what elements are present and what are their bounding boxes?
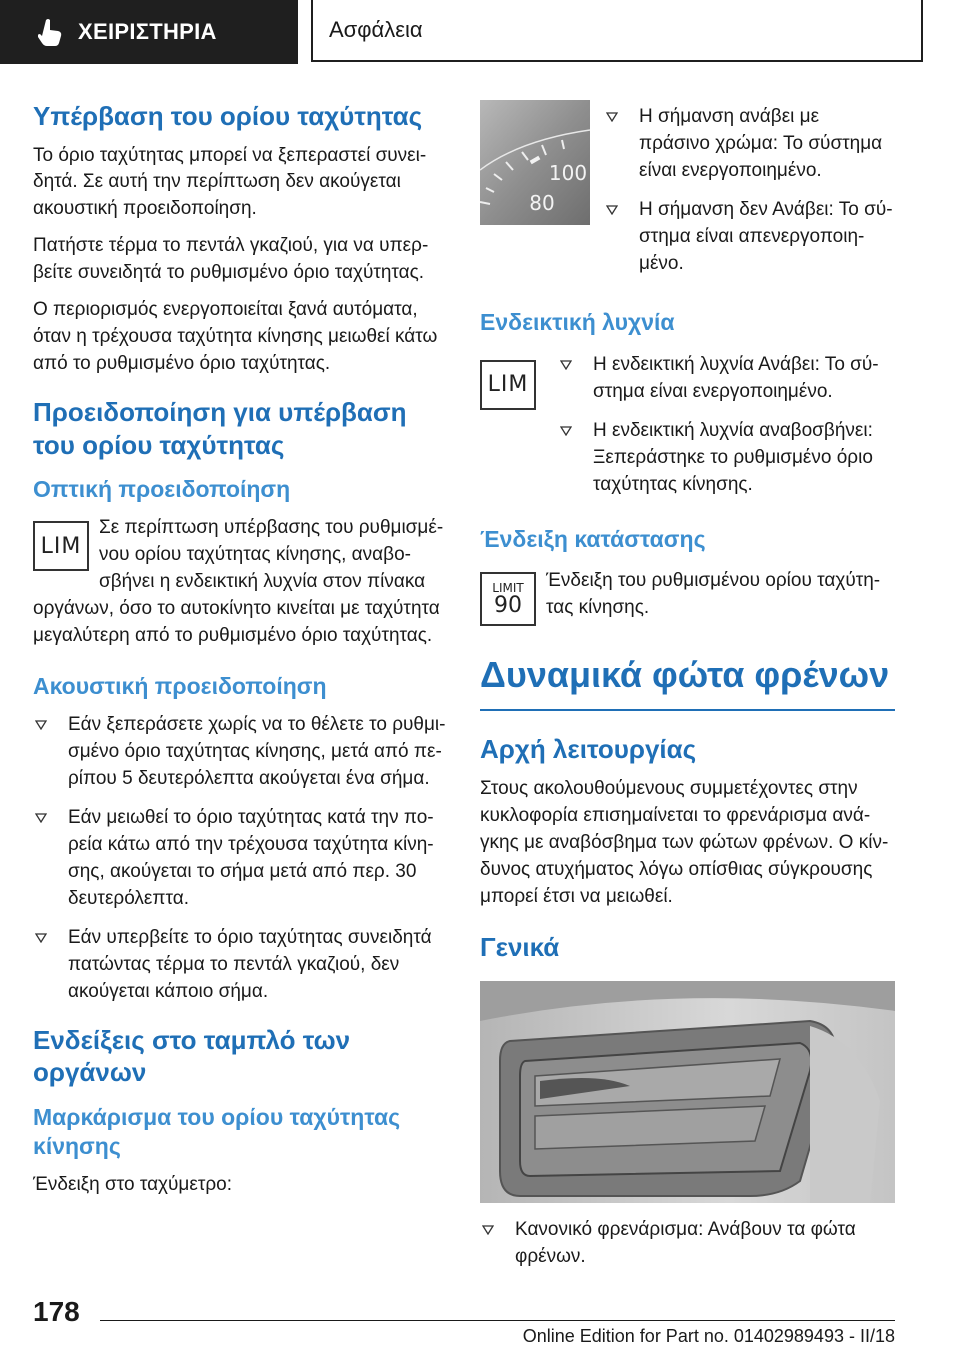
heading-speed-limit-exceed: Υπέρβαση του ορίου ταχύτητας: [33, 101, 423, 131]
right-column: [480, 100, 895, 1283]
subheading-status-display: Ένδειξη κατάστασης: [480, 525, 706, 552]
bullet-triangle-icon: [560, 426, 572, 436]
lamp-row: [480, 352, 895, 511]
section-header: [311, 0, 923, 62]
limit-sign-icon: LIMIT 90: [480, 572, 536, 626]
subheading-visual-warning: Οπτική προειδοποίηση: [33, 476, 291, 503]
hand-pointer-icon: [38, 18, 64, 46]
paragraph: Πατήστε τέρμα το πεντάλ γκαζιού, για να υπερβείτε συνειδητά το ρυθμισμένο όριο ταχύτητας.: [33, 235, 429, 284]
heading-principle: Αρχή λειτουργίας: [480, 734, 697, 765]
paragraph: Σε περίπτωση υπέρβασης του ρυθμισμένου ορίου ταχύτητας κίνησης, αναβοσβήνει η ενδεικτική λυχνία στον πίνακα: [99, 517, 444, 593]
heading-general: Γενικά: [480, 931, 560, 962]
chapter-tab[interactable]: [0, 0, 298, 64]
gauge-label-80: 80: [529, 191, 555, 215]
gauge-row: [480, 100, 895, 290]
heading-instrument-cluster: Ενδείξεις στο ταμπλό των οργάνων: [33, 1024, 351, 1088]
paragraph: Το όριο ταχύτητας μπορεί να ξεπεραστεί συνειδητά. Σε αυτή την περίπτωση δεν ακούγεται ακουστική προειδοποίηση.: [33, 144, 427, 220]
bullet-triangle-icon: [560, 360, 572, 370]
lim-indicator-icon: LIM: [33, 521, 89, 571]
paragraph: Ένδειξη του ρυθμισμένου ορίου ταχύτητας κίνησης.: [546, 570, 881, 619]
speedometer-gauge-image: [480, 100, 590, 225]
list-item: Η σήμανση δεν Ανάβει: Το σύστημα είναι απενεργοποιημένο.: [604, 197, 895, 278]
visual-warning-row: [33, 515, 448, 596]
paragraph: Στους ακολουθούμενους συμμετέχοντες στην κυκλοφορία επισημαίνεται το φρενάρισμα ανάγκης με αναβόσβημα των φώτων φρένων. Ο κίνδυνος ατυχήματος λόγω οπίσθιας σύγκρουσης μπορεί έτσι να μειωθεί.: [480, 777, 889, 907]
list-item: Εάν ξεπεράσετε χωρίς να το θέλετε το ρυθμισμένο όριο ταχύτητας κίνησης, μετά από περίπου 5 δευτερόλεπτα ακούγεται ένα σήμα.: [33, 712, 448, 793]
heading-speed-warning: Προειδοποίηση για υπέρβαση του ορίου ταχύτητας: [33, 397, 407, 460]
list-item: Εάν υπερβείτε το όριο ταχύτητας συνειδητά πατώντας τέρμα το πεντάλ γκαζιού, δεν ακούγεται κάποιο σήμα.: [33, 925, 448, 1006]
bullet-triangle-icon: [35, 933, 47, 943]
bullet-triangle-icon: [35, 720, 47, 730]
paragraph: οργάνων, όσο το αυτοκίνητο κινείται με ταχύτητα μεγαλύτερη από το ρυθμισμένο όριο ταχύτητας.: [33, 598, 440, 647]
lim-indicator-icon: LIM: [480, 360, 536, 410]
list-item: Η ενδεικτική λυχνία αναβοσβήνει: Ξεπεράστηκε το ρυθμισμένο όριο ταχύτητας κίνησης.: [558, 418, 895, 499]
list-item: Εάν μειωθεί το όριο ταχύτητας κατά την πορεία κάτω από την τρέχουσα ταχύτητα κίνησης, ακούγεται το σήμα μετά από περ. 30 δευτερόλεπτα.: [33, 805, 448, 913]
status-row: [480, 568, 895, 626]
bullet-triangle-icon: [606, 112, 618, 122]
list-item: Κανονικό φρενάρισμα: Ανάβουν τα φώτα φρένων.: [480, 1217, 895, 1271]
subheading-indicator-lamp: Ενδεικτική λυχνία: [480, 308, 675, 335]
chapter-label: ΧΕΙΡΙΣΤΗΡΙΑ: [78, 19, 217, 44]
bullet-triangle-icon: [35, 813, 47, 823]
lamp-status-list: [558, 352, 895, 511]
general-list: [480, 1217, 895, 1271]
footer-divider: [100, 1320, 895, 1321]
bullet-triangle-icon: [606, 205, 618, 215]
tail-light-image: [480, 981, 895, 1203]
subheading-speed-limit-mark: Μαρκάρισμα του ορίου ταχύτητας κίνησης: [33, 1103, 401, 1160]
left-column: [33, 100, 448, 1209]
paragraph: Ο περιορισμός ενεργοποιείται ξανά αυτόματα, όταν η τρέχουσα ταχύτητα κίνησης μειωθεί κάτω από το ρυθμισμένο όριο ταχύτητας.: [33, 299, 438, 375]
heading-dynamic-brake-lights: Δυναμικά φώτα φρένων: [480, 652, 895, 711]
edition-label: Online Edition for Part no. 01402989493 - II/18: [522, 1326, 895, 1346]
page-number: 178: [33, 1296, 80, 1327]
audio-warning-list: [33, 712, 448, 1006]
list-item: Η σήμανση ανάβει με πράσινο χρώμα: Το σύστημα είναι ενεργοποιημένο.: [604, 104, 895, 185]
paragraph: Ένδειξη στο ταχύμετρο:: [33, 1174, 232, 1196]
gauge-label-100: 100: [548, 161, 588, 185]
subheading-audio-warning: Ακουστική προειδοποίηση: [33, 672, 327, 699]
list-item: Η ενδεικτική λυχνία Ανάβει: Το σύστημα είναι ενεργοποιημένο.: [558, 352, 895, 406]
bullet-triangle-icon: [482, 1225, 494, 1235]
section-label: Ασφάλεια: [329, 17, 423, 42]
gauge-status-list: [604, 100, 895, 290]
